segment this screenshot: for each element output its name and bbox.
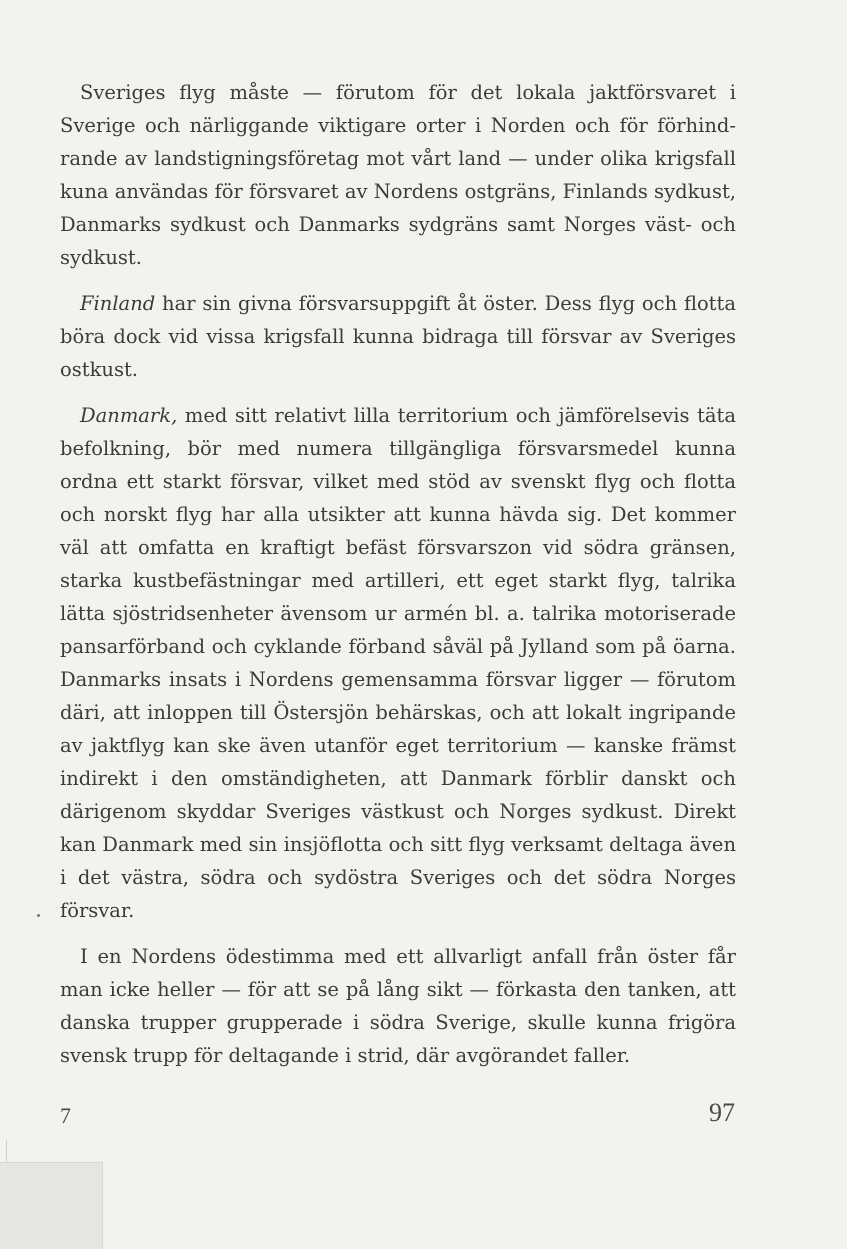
scan-margin-edge: [0, 1162, 103, 1249]
paragraph-4-text: I en Nordens ödestimma med ett allvarligt anfall från öster får man icke heller — för att se på lång sikt — förkasta den tanken, att danska trupper grupperade i södra Sverige, skulle kunna frigöra svensk trupp för deltagande i strid, där avgörandet faller.: [60, 945, 736, 1067]
print-speck: [37, 914, 40, 917]
paragraph-finland: [60, 287, 736, 386]
page-number: 97: [709, 1098, 735, 1127]
paragraph-danmark-text: med sitt relativt lilla territorium och jämförelsevis täta befolkning, bör med numera tillgängliga försvarsmedel kunna ordna ett starkt försvar, vilket med stöd av svenskt flyg och flotta och norskt flyg har alla utsikter att kunna hävda sig. Det kommer väl att omfatta en kraftigt befäst försvarszon vid södra gränsen, starka kustbefästningar med artilleri, ett eget starkt flyg, talrika lätta sjöstridsenheter ävensom ur armén bl. a. talrika motoriserade pansarförband och cyklande förband såväl på Jylland som på öarna. Danmarks insats i Nordens gemensamma försvar ligger — förutom däri, att inloppen till Östersjön behärskas, och att lokalt ingripande av jaktflyg kan ske även utanför eget territorium — kanske främst indirekt i den omständigheten, att Danmark förblir danskt och därigenom skyddar Sveriges västkust och Norges sydkust. Direkt kan Danmark med sin insjöflotta och sitt flyg verksamt deltaga även i det västra, södra och sydöstra Sveriges och det södra Norges försvar.: [60, 404, 736, 922]
paragraph-danmark: [60, 399, 736, 927]
paragraph-4: [60, 940, 736, 1072]
paragraph-danmark-lead: Danmark,: [80, 404, 178, 427]
paragraph-1-text: Sveriges flyg måste — förutom för det lokala jaktförsvaret i Sverige och närliggande viktigare orter i Norden och för förhindrande av landstigningsföretag mot vårt land — under olika krigsfall kuna användas för försvaret av Nordens ostgräns, Finlands sydkust, Danmarks sydkust och Danmarks sydgräns samt Norges väst- och sydkust.: [60, 81, 736, 269]
paragraph-finland-lead: Finland: [80, 292, 156, 315]
signature-mark: 7: [60, 1103, 71, 1128]
paragraph-1: [60, 76, 736, 274]
paragraph-finland-text: har sin givna försvarsuppgift åt öster. Dess flyg och flotta böra dock vid vissa krigsfall kunna bidraga till försvar av Sveriges ostkust.: [60, 292, 736, 381]
body-text: [60, 76, 736, 1085]
